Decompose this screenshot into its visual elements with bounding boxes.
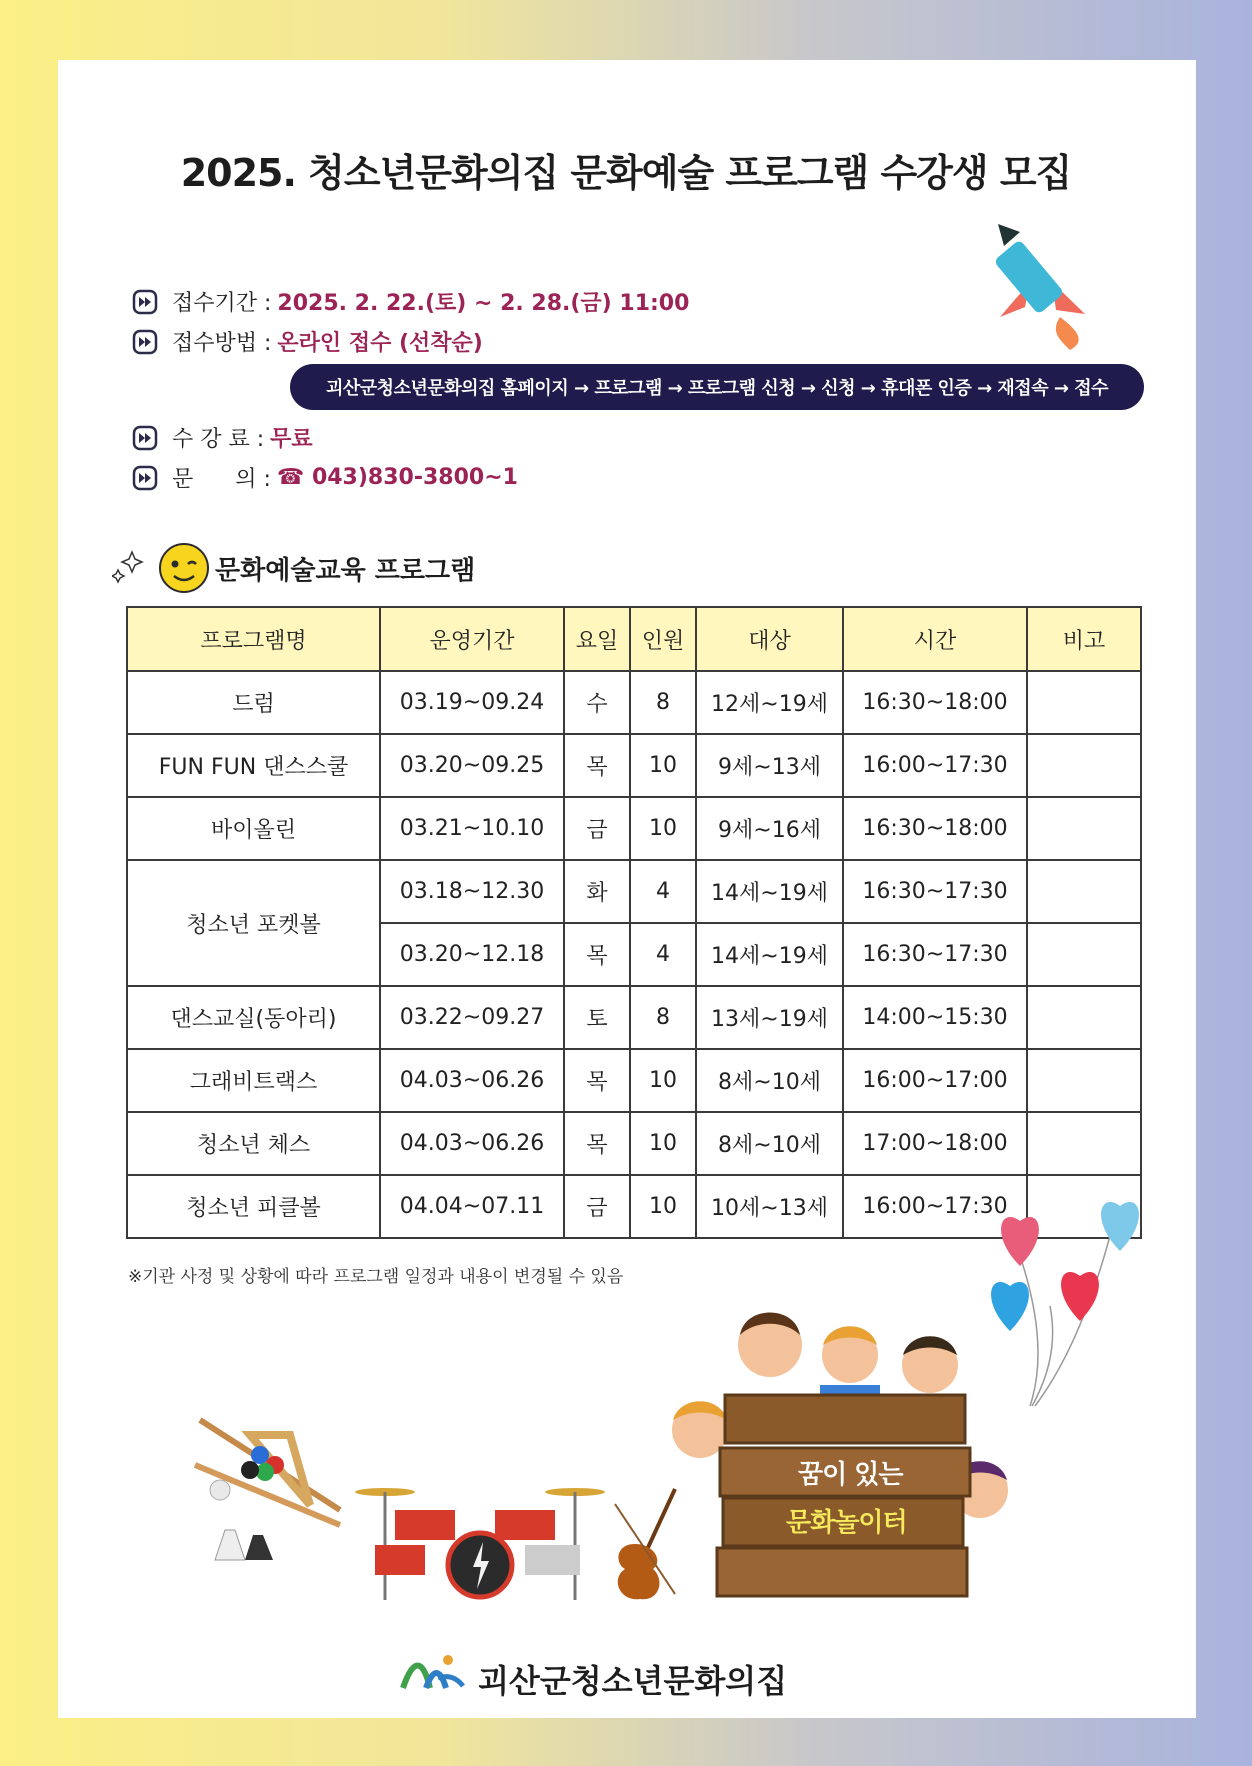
cell-target: 14세~19세	[696, 860, 843, 923]
kids-wooden-sign-illustration	[655, 1300, 1015, 1600]
header-target: 대상	[696, 607, 843, 671]
cell-time: 16:00~17:00	[843, 1049, 1027, 1112]
cell-time: 16:30~17:30	[843, 860, 1027, 923]
cell-target: 8세~10세	[696, 1049, 843, 1112]
cell-count: 4	[630, 923, 696, 986]
change-notice: ※기관 사정 및 상황에 따라 프로그램 일정과 내용이 변경될 수 있음	[128, 1267, 624, 1287]
cell-count: 10	[630, 1112, 696, 1175]
fast-forward-icon	[132, 425, 158, 451]
cell-day: 금	[564, 1175, 630, 1238]
organization-name: 괴산군청소년문화의집	[478, 1662, 788, 1700]
table-header-row	[127, 607, 1141, 671]
rocket-pencil-icon	[990, 222, 1100, 352]
table-row	[127, 734, 1141, 797]
cell-target: 9세~13세	[696, 734, 843, 797]
cell-time: 17:00~18:00	[843, 1112, 1027, 1175]
header-day: 요일	[564, 607, 630, 671]
cell-period: 03.21~10.10	[380, 797, 564, 860]
sign-line-2: 문화놀이터	[786, 1508, 907, 1538]
cell-name: 댄스교실(동아리)	[127, 986, 380, 1049]
section-title: 문화예술교육 프로그램	[215, 556, 476, 586]
cell-count: 10	[630, 1175, 696, 1238]
info-fee-value: 무료	[270, 427, 313, 452]
cell-name: 청소년 포켓볼	[127, 860, 380, 986]
cell-target: 8세~10세	[696, 1112, 843, 1175]
header-name: 프로그램명	[127, 607, 380, 671]
info-method	[132, 326, 483, 357]
cell-day: 수	[564, 671, 630, 734]
cell-note	[1027, 1112, 1141, 1175]
winking-smiley-icon	[112, 538, 212, 596]
cell-target: 9세~16세	[696, 797, 843, 860]
cell-name: 청소년 피클볼	[127, 1175, 380, 1238]
info-contact-label: 문 의 :	[172, 467, 271, 492]
cell-note	[1027, 986, 1141, 1049]
drum-kit-icon	[355, 1480, 605, 1605]
cell-count: 10	[630, 797, 696, 860]
header-time: 시간	[843, 607, 1027, 671]
cell-time: 16:00~17:30	[843, 1175, 1027, 1238]
info-fee-label: 수 강 료 :	[172, 427, 265, 452]
cell-period: 04.03~06.26	[380, 1049, 564, 1112]
cell-day: 목	[564, 734, 630, 797]
cell-note	[1027, 923, 1141, 986]
cell-note	[1027, 860, 1141, 923]
cell-time: 16:30~17:30	[843, 923, 1027, 986]
cell-day: 목	[564, 1112, 630, 1175]
program-table	[126, 606, 1142, 1239]
cell-note	[1027, 734, 1141, 797]
cell-period: 03.22~09.27	[380, 986, 564, 1049]
info-period-label: 접수기간 :	[172, 291, 272, 316]
cell-target: 13세~19세	[696, 986, 843, 1049]
info-contact-value: ☎ 043)830-3800~1	[276, 465, 518, 490]
cell-period: 03.20~12.18	[380, 923, 564, 986]
header-period: 운영기간	[380, 607, 564, 671]
cell-period: 04.03~06.26	[380, 1112, 564, 1175]
cell-period: 03.18~12.30	[380, 860, 564, 923]
cell-period: 03.20~09.25	[380, 734, 564, 797]
info-contact	[132, 462, 518, 493]
organization-logo-icon	[398, 1648, 474, 1696]
cell-period: 03.19~09.24	[380, 671, 564, 734]
billiard-chess-icon	[190, 1410, 350, 1580]
cell-target: 12세~19세	[696, 671, 843, 734]
table-row	[127, 797, 1141, 860]
info-method-value: 온라인 접수 (선착순)	[277, 331, 483, 356]
fast-forward-icon	[132, 289, 158, 315]
header-count: 인원	[630, 607, 696, 671]
info-method-label: 접수방법 :	[172, 331, 272, 356]
table-row	[127, 1112, 1141, 1175]
cell-day: 목	[564, 923, 630, 986]
table-row	[127, 860, 1141, 923]
heart-balloons-icon	[990, 1196, 1180, 1416]
cell-count: 8	[630, 671, 696, 734]
cell-note	[1027, 671, 1141, 734]
cell-name: 그래비트랙스	[127, 1049, 380, 1112]
fast-forward-icon	[132, 465, 158, 491]
cell-target: 10세~13세	[696, 1175, 843, 1238]
cell-time: 16:30~18:00	[843, 797, 1027, 860]
cell-day: 토	[564, 986, 630, 1049]
cell-name: 드럼	[127, 671, 380, 734]
cell-count: 4	[630, 860, 696, 923]
application-path-bar: 괴산군청소년문화의집 홈페이지 → 프로그램 → 프로그램 신청 → 신청 → 휴대폰 인증 → 재접속 → 접수	[290, 364, 1144, 410]
cell-target: 14세~19세	[696, 923, 843, 986]
cell-day: 화	[564, 860, 630, 923]
poster-title: 2025. 청소년문화의집 문화예술 프로그램 수강생 모집	[180, 151, 1072, 195]
table-row	[127, 986, 1141, 1049]
header-note: 비고	[1027, 607, 1141, 671]
cell-name: 바이올린	[127, 797, 380, 860]
info-period	[132, 286, 689, 317]
cell-note	[1027, 797, 1141, 860]
table-row	[127, 1049, 1141, 1112]
cell-time: 14:00~15:30	[843, 986, 1027, 1049]
cell-time: 16:00~17:30	[843, 734, 1027, 797]
table-row	[127, 1175, 1141, 1238]
cell-day: 금	[564, 797, 630, 860]
cell-count: 10	[630, 1049, 696, 1112]
cell-period: 04.04~07.11	[380, 1175, 564, 1238]
cell-name: FUN FUN 댄스스쿨	[127, 734, 380, 797]
cell-time: 16:30~18:00	[843, 671, 1027, 734]
cell-name: 청소년 체스	[127, 1112, 380, 1175]
info-period-value: 2025. 2. 22.(토) ~ 2. 28.(금) 11:00	[277, 291, 690, 316]
cell-count: 8	[630, 986, 696, 1049]
cell-count: 10	[630, 734, 696, 797]
cell-day: 목	[564, 1049, 630, 1112]
fast-forward-icon	[132, 329, 158, 355]
table-row	[127, 671, 1141, 734]
info-fee	[132, 422, 313, 453]
sign-line-1: 꿈이 있는	[798, 1460, 903, 1490]
cell-note	[1027, 1049, 1141, 1112]
